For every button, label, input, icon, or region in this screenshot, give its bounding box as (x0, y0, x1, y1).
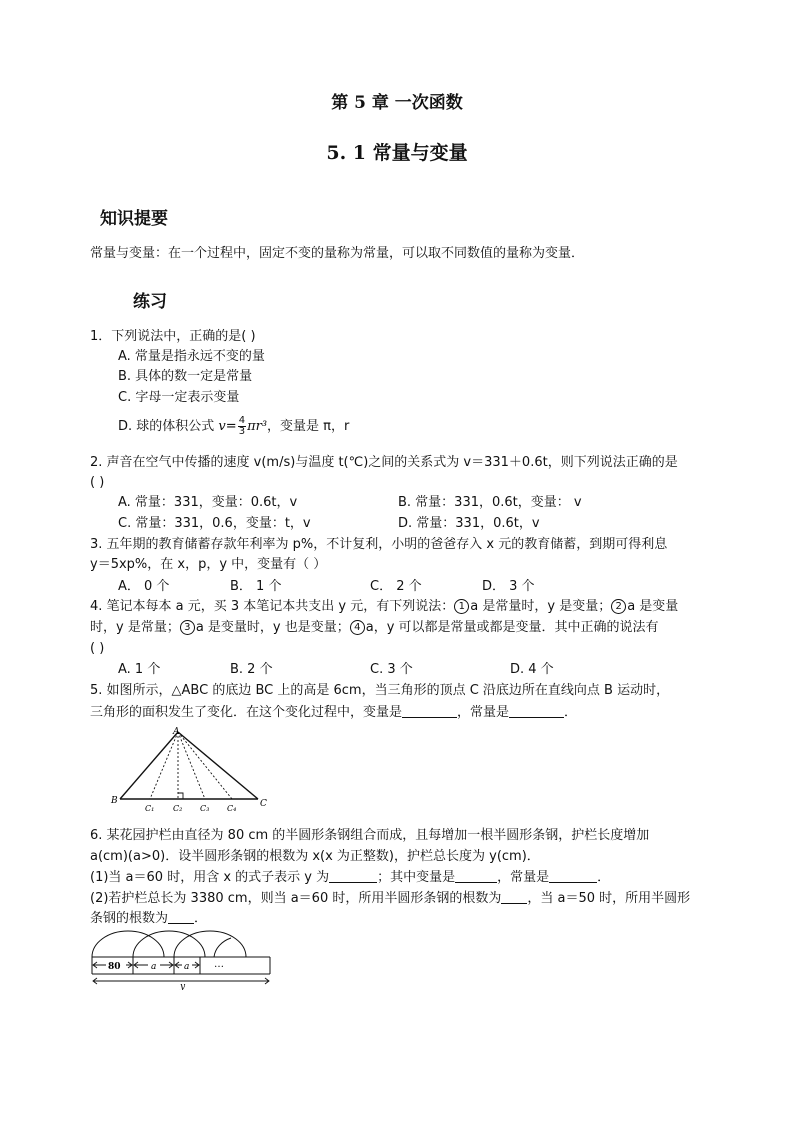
practice-heading: 练习 (133, 292, 167, 312)
q1-option-a: A. 常量是指永远不变的量 (118, 349, 265, 364)
answer-blank (168, 909, 194, 924)
q4-option-d: D. 4 个 (510, 662, 554, 677)
q5-line2: 三角形的面积发生了变化．在这个变化过程中，变量是 ，常量是 ． (90, 705, 578, 720)
q3-option-c: C． 2 个 (370, 579, 422, 594)
len-a-label-1: a (151, 962, 157, 972)
label-c2: C₂ (173, 804, 183, 813)
answer-blank (509, 703, 564, 718)
label-c3: C₃ (200, 804, 210, 813)
chapter-title: 第 5 章 一次函数 (331, 93, 463, 113)
q1-stem: 1．下列说法中，正确的是( ) (90, 329, 256, 344)
q3-line2: y＝5xp%，在 x，p，y 中，变量有（ ） (90, 557, 327, 572)
q4-line2: 时，y 是常量； 3 a 是变量时，y 也是变量； 4 a，y 可以都是常量或都是变量．其中正确的说法有 (90, 620, 659, 635)
len-a-label-2: a (184, 962, 190, 972)
triangle-figure (108, 726, 268, 818)
q3-option-b: B． 1 个 (230, 579, 282, 594)
railing-figure (88, 928, 278, 990)
q4-line3: ( ) (90, 641, 105, 656)
q2-option-a: A. 常量：331，变量：0.6t，v (118, 495, 298, 510)
label-b: B (111, 796, 118, 806)
q6-line4: (2)若护栏总长为 3380 cm，则当 a＝60 时，所用半圆形条钢的根数为 ，当 a＝50 时，所用半圆形 (90, 891, 691, 906)
q3-option-d: D． 3 个 (482, 579, 535, 594)
q6-line3: (1)当 a＝60 时，用含 x 的式子表示 y 为 ；其中变量是 ，常量是 ． (90, 870, 611, 885)
knowledge-heading: 知识提要 (100, 209, 168, 229)
len-y-label: y (180, 982, 186, 990)
answer-blank (329, 868, 377, 883)
q1-option-c: C. 字母一定表示变量 (118, 390, 240, 405)
section-title: 5. 1 常量与变量 (326, 142, 468, 164)
circled-3: 3 (180, 620, 195, 635)
q3-line1: 3. 五年期的教育储蓄存款年利率为 p%，不计复利，小明的爸爸存入 x 元的教育储蓄，到期可得利息 (90, 537, 668, 552)
knowledge-text: 常量与变量：在一个过程中，固定不变的量称为常量，可以取不同数值的量称为变量． (90, 246, 585, 261)
label-c1: C₁ (145, 804, 155, 813)
label-c4: C₄ (227, 804, 237, 813)
circled-1: 1 (454, 599, 469, 614)
circled-2: 2 (611, 599, 626, 614)
answer-blank (501, 889, 527, 904)
q6-line1: 6. 某花园护栏由直径为 80 cm 的半圆形条钢组合而成，且每增加一根半圆形条钢，护栏长度增加 (90, 828, 650, 843)
answer-blank (455, 868, 497, 883)
label-a: A (173, 727, 180, 737)
answer-blank (549, 868, 597, 883)
q4-option-b: B. 2 个 (230, 662, 273, 677)
circled-4: 4 (350, 620, 365, 635)
q2-line2: ( ) (90, 475, 105, 490)
q2-option-d: D. 常量：331，0.6t，v (398, 516, 540, 531)
q3-option-a: A． 0 个 (118, 579, 170, 594)
q6-line2: a(cm)(a>0)．设半圆形条钢的根数为 x(x 为正整数)，护栏总长度为 y(cm)． (90, 849, 540, 864)
q5-line1: 5. 如图所示，△ABC 的底边 BC 上的高是 6cm，当三角形的顶点 C 沿底边所在直线向点 B 运动时， (90, 683, 670, 698)
q6-line5: 条钢的根数为 ． (90, 911, 208, 926)
q2-option-c: C. 常量：331，0.6，变量：t，v (118, 516, 311, 531)
q4-option-c: C. 3 个 (370, 662, 413, 677)
q4-option-a: A. 1 个 (118, 662, 161, 677)
len-80-label: 80 (108, 962, 121, 972)
answer-blank (402, 703, 457, 718)
fraction-4-3: $\frac{4}{3}$ (238, 415, 246, 437)
q1-option-d: D. 球的体积公式 v= $\frac{4}{3}$ πr³，变量是 π，r (118, 415, 350, 437)
q2-line1: 2. 声音在空气中传播的速度 v(m/s)与温度 t(℃)之间的关系式为 v＝331＋0.6t，则下列说法正确的是 (90, 455, 678, 470)
ellipsis-label: … (214, 959, 224, 970)
q4-line1: 4. 笔记本每本 a 元，买 3 本笔记本共支出 y 元，有下列说法： 1 a 是常量时，y 是变量； 2 a 是变量 (90, 599, 679, 614)
q2-option-b: B. 常量：331，0.6t，变量： v (398, 495, 582, 510)
q1-option-b: B. 具体的数一定是常量 (118, 369, 253, 384)
label-c: C (260, 799, 267, 809)
